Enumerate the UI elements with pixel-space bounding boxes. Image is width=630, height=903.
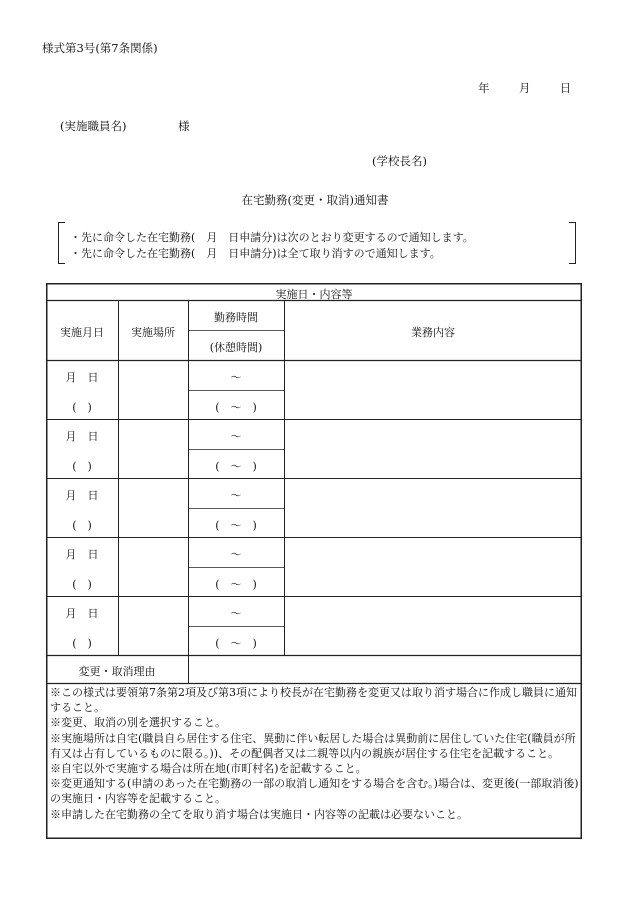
row-weekday[interactable]: ( ) <box>72 578 92 591</box>
row-break-time[interactable]: ( ～ ) <box>215 460 257 473</box>
row-month-day[interactable]: 月 日 <box>65 371 99 384</box>
row-break-time[interactable]: ( ～ ) <box>215 519 257 532</box>
header-date: 実施月日 <box>60 326 104 339</box>
row-time[interactable]: ～ <box>230 548 242 561</box>
row-time[interactable]: ～ <box>230 489 242 502</box>
note-item: ※この様式は要領第7条第2項及び第3項により校長が在宅勤務を変更又は取り消す場合に作成し職員に通知すること。 <box>50 686 577 715</box>
main-table <box>46 283 582 839</box>
notes <box>50 685 580 822</box>
row-month-day[interactable]: 月 日 <box>65 548 99 561</box>
row-weekday[interactable]: ( ) <box>72 460 92 473</box>
choice-cancel[interactable]: ・先に命令した在宅勤務( 月 日申請分)は全て取り消すので通知します。 <box>70 247 441 260</box>
header-hours: 勤務時間 <box>214 311 258 324</box>
row-weekday[interactable]: ( ) <box>72 519 92 532</box>
row-time[interactable]: ～ <box>230 430 242 443</box>
note-item: ※変更、取消の別を選択すること。 <box>50 716 226 730</box>
note-item: ※自宅以外で実施する場合は所在地(市町村名)を記載すること。 <box>50 762 367 776</box>
row-month-day[interactable]: 月 日 <box>65 607 99 620</box>
addressee-label: (実施職員名) <box>60 119 127 133</box>
choice-box <box>58 222 576 262</box>
row-weekday[interactable]: ( ) <box>72 637 92 650</box>
form-number: 様式第3号(第7条関係) <box>42 41 158 55</box>
row-month-day[interactable]: 月 日 <box>65 430 99 443</box>
row-time[interactable]: ～ <box>230 607 242 620</box>
row-weekday[interactable]: ( ) <box>72 401 92 414</box>
date-line <box>478 80 571 96</box>
note-item: ※変更通知する(申請のあった在宅勤務の一部の取消し通知をする場合を含む。)場合は、変更後(一部取消後)の実施日・内容等を記載すること。 <box>50 777 579 806</box>
note-item: ※申請した在宅勤務の全てを取り消す場合は実施日・内容等の記載は必要ないこと。 <box>50 807 468 821</box>
reason-label: 変更・取消理由 <box>78 665 156 678</box>
row-month-day[interactable]: 月 日 <box>65 489 99 502</box>
row-break-time[interactable]: ( ～ ) <box>215 578 257 591</box>
row-break-time[interactable]: ( ～ ) <box>215 401 257 414</box>
document-title: 在宅勤務(変更・取消)通知書 <box>241 193 389 207</box>
header-content: 業務内容 <box>411 326 455 339</box>
principal-name: (学校長名) <box>372 154 427 168</box>
choice-change[interactable]: ・先に命令した在宅勤務( 月 日申請分)は次のとおり変更するので通知します。 <box>70 231 474 244</box>
date-day-label: 日 <box>559 81 572 95</box>
addressee <box>60 118 190 134</box>
section-title: 実施日・内容等 <box>275 288 353 301</box>
header-break: (休憩時間) <box>209 341 263 354</box>
addressee-honorific: 様 <box>178 119 190 133</box>
row-time[interactable]: ～ <box>230 371 242 384</box>
date-year-label: 年 <box>478 81 490 95</box>
header-place: 実施場所 <box>131 326 175 339</box>
bracket-left <box>58 222 65 264</box>
note-item: ※実施場所は自宅(職員自ら居住する住宅、異動に伴い転居した場合は異動前に居住していた住宅(職員が所有又は占有しているものに限る。))、その配偶者又は二親等以内の親族が居住する住宅を記載すること。 <box>50 731 576 760</box>
bracket-right <box>569 222 576 264</box>
date-month-label: 月 <box>518 81 531 95</box>
row-break-time[interactable]: ( ～ ) <box>215 637 257 650</box>
